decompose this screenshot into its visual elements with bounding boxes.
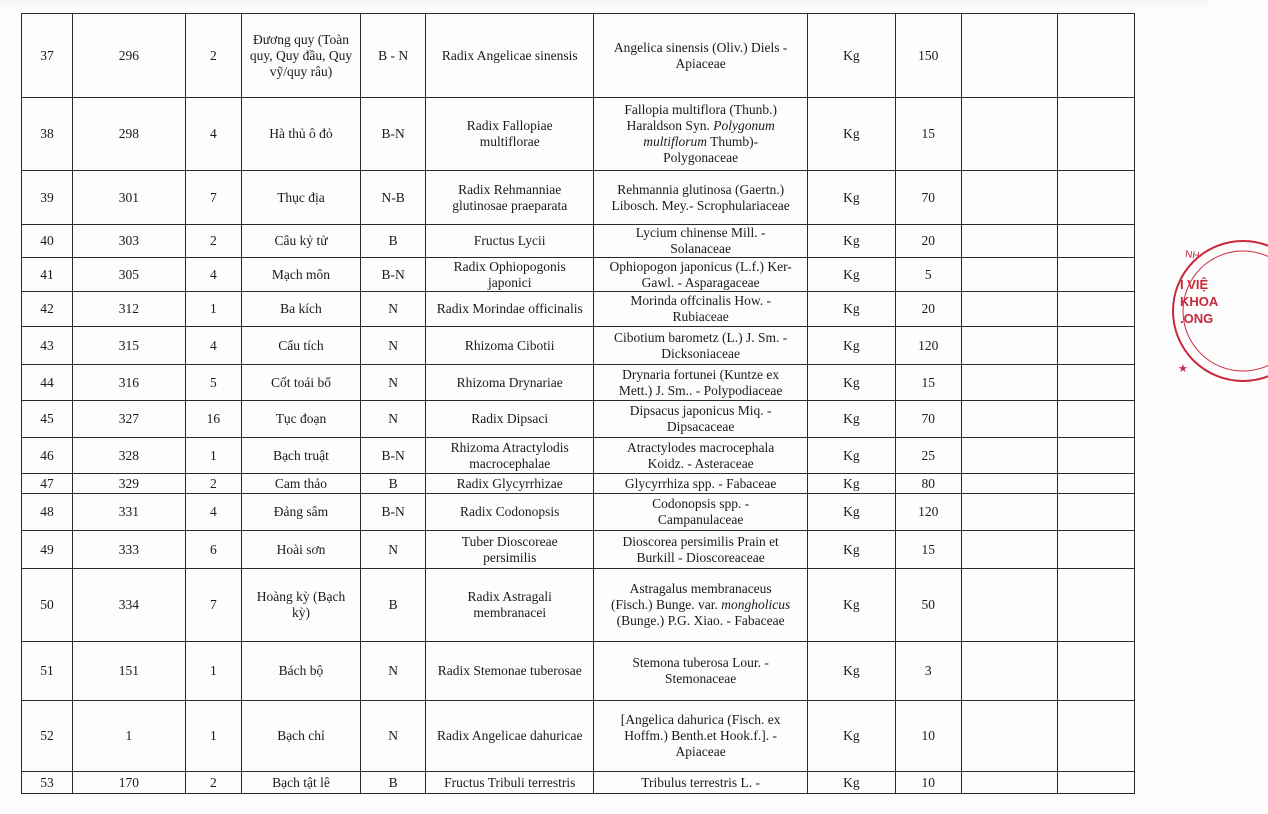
cell-herb-name-line: Bách bộ — [278, 663, 324, 678]
cell-herb-name-line: Bạch tật lê — [272, 774, 330, 790]
cell-source: B-N — [361, 258, 426, 292]
table-row — [22, 474, 1135, 494]
cell-herb-name-line: quy, Quy đầu, Quy — [249, 47, 353, 63]
cell-group: 1 — [185, 701, 241, 772]
cell-scientific-name-line: Dipsacus japonicus Miq. - — [629, 403, 772, 418]
cell-group: 4 — [185, 258, 241, 292]
cell-latin-name-line: japonici — [487, 274, 532, 290]
cell-herb-name — [241, 225, 360, 258]
cell-scientific-name-line: Apiaceae — [675, 55, 726, 71]
cell-scientific-name — [594, 701, 808, 772]
cell-herb-name — [241, 401, 360, 438]
cell-scientific-name-line: Gawl. - Asparagaceae — [641, 274, 760, 290]
cell-source: B - N — [361, 14, 426, 98]
cell-herb-name-line: Thục địa — [277, 189, 325, 205]
cell-source: B — [361, 772, 426, 794]
cell-empty — [1057, 701, 1134, 772]
herb-table — [21, 13, 1135, 794]
cell-latin-name-line: membranacei — [473, 605, 547, 620]
cell-unit: Kg — [808, 98, 896, 171]
cell-code: 170 — [72, 772, 185, 794]
cell-scientific-name-line: Cibotium barometz (L.) J. Sm. - — [614, 329, 788, 345]
cell-empty — [1057, 531, 1134, 569]
cell-herb-name — [241, 327, 360, 365]
cell-group: 7 — [185, 569, 241, 642]
table-row — [22, 225, 1135, 258]
cell-group: 1 — [185, 292, 241, 327]
cell-empty — [1057, 171, 1134, 225]
cell-empty — [1057, 494, 1134, 531]
cell-code: 329 — [72, 474, 185, 494]
cell-latin-name — [426, 569, 594, 642]
cell-source: N — [361, 327, 426, 365]
cell-source: B — [361, 569, 426, 642]
cell-latin-name-line: Radix Ophiopogonis — [453, 258, 566, 274]
table-row — [22, 98, 1135, 171]
table-row — [22, 438, 1135, 474]
cell-latin-name — [426, 171, 594, 225]
cell-quantity: 15 — [895, 365, 961, 401]
seal-line: .ONG — [1180, 311, 1214, 326]
cell-scientific-name-line: Polygonaceae — [663, 150, 739, 165]
cell-quantity: 15 — [895, 98, 961, 171]
cell-unit: Kg — [808, 258, 896, 292]
cell-quantity: 15 — [895, 531, 961, 569]
cell-herb-name-line: Tục đoạn — [275, 411, 327, 426]
cell-herb-name — [241, 642, 360, 701]
cell-scientific-name — [594, 474, 808, 494]
cell-latin-name-line: persimilis — [483, 549, 537, 565]
cell-unit: Kg — [808, 365, 896, 401]
cell-latin-name-line: Radix Angelicae dahuricae — [437, 728, 583, 743]
cell-latin-name-line: Radix Morindae officinalis — [436, 301, 583, 316]
cell-empty — [1057, 642, 1134, 701]
cell-unit: Kg — [808, 225, 896, 258]
cell-group: 5 — [185, 365, 241, 401]
cell-latin-name-line: Rhizoma Cibotii — [464, 337, 555, 353]
cell-code: 312 — [72, 292, 185, 327]
cell-empty — [961, 292, 1057, 327]
cell-unit: Kg — [808, 701, 896, 772]
cell-herb-name-line: Ba kích — [280, 301, 322, 316]
cell-latin-name — [426, 642, 594, 701]
cell-herb-name — [241, 292, 360, 327]
cell-scientific-name-line: Haraldson Syn. Polygonum — [626, 118, 775, 133]
cell-group: 4 — [185, 494, 241, 531]
cell-source: N — [361, 401, 426, 438]
cell-latin-name-line: Radix Stemonae tuberosae — [437, 663, 582, 678]
cell-source: B — [361, 474, 426, 494]
cell-scientific-name — [594, 772, 808, 794]
cell-herb-name — [241, 365, 360, 401]
cell-latin-name — [426, 494, 594, 531]
cell-latin-name — [426, 365, 594, 401]
cell-unit: Kg — [808, 438, 896, 474]
cell-source: N-B — [361, 171, 426, 225]
cell-scientific-name-line: Rehmannia glutinosa (Gaertn.) — [617, 181, 785, 197]
cell-latin-name-line: macrocephalae — [469, 455, 551, 471]
cell-scientific-name — [594, 14, 808, 98]
cell-empty — [961, 772, 1057, 794]
cell-scientific-name — [594, 171, 808, 225]
cell-scientific-name — [594, 438, 808, 474]
cell-unit: Kg — [808, 642, 896, 701]
cell-unit: Kg — [808, 474, 896, 494]
cell-latin-name-line: Radix Glycyrrhizae — [456, 475, 563, 491]
cell-scientific-name-line: Burkill - Dioscoreaceae — [636, 549, 765, 565]
cell-empty — [961, 438, 1057, 474]
cell-scientific-name — [594, 569, 808, 642]
cell-scientific-name-line: Atractylodes macrocephala — [626, 439, 775, 455]
cell-group: 4 — [185, 327, 241, 365]
cell-scientific-name — [594, 225, 808, 258]
cell-code: 331 — [72, 494, 185, 531]
cell-quantity: 150 — [895, 14, 961, 98]
cell-stt: 46 — [22, 438, 73, 474]
cell-quantity: 25 — [895, 438, 961, 474]
cell-stt: 40 — [22, 225, 73, 258]
cell-group: 2 — [185, 225, 241, 258]
cell-herb-name-line: Mạch môn — [271, 266, 331, 282]
cell-scientific-name-line: Tribulus terrestris L. - — [641, 774, 761, 790]
cell-latin-name — [426, 401, 594, 438]
cell-stt: 38 — [22, 98, 73, 171]
cell-empty — [1057, 225, 1134, 258]
cell-scientific-name-line: Hoffm.) Benth.et Hook.f.]. - — [624, 728, 777, 743]
cell-unit: Kg — [808, 401, 896, 438]
table-row — [22, 642, 1135, 701]
table-row — [22, 365, 1135, 401]
cell-herb-name-line: Hà thủ ô đỏ — [269, 126, 333, 141]
cell-herb-name-line: Bạch chỉ — [277, 728, 325, 743]
cell-latin-name-line: Radix Rehmanniae — [458, 181, 562, 197]
table-row — [22, 531, 1135, 569]
cell-scientific-name-line: Angelica sinensis (Oliv.) Diels - — [613, 39, 788, 55]
cell-scientific-name-line: Ophiopogon japonicus (L.f.) Ker- — [609, 258, 792, 274]
cell-scientific-name-line: Apiaceae — [675, 744, 726, 759]
cell-latin-name — [426, 14, 594, 98]
cell-herb-name-line: Cam thảo — [274, 475, 328, 491]
cell-latin-name-line: Radix Dipsaci — [471, 411, 549, 426]
table-row — [22, 494, 1135, 531]
cell-quantity: 10 — [895, 701, 961, 772]
cell-latin-name — [426, 531, 594, 569]
cell-latin-name-line: Rhizoma Atractylodis — [450, 439, 569, 455]
cell-unit: Kg — [808, 772, 896, 794]
cell-empty — [1057, 569, 1134, 642]
cell-empty — [961, 327, 1057, 365]
table-row — [22, 14, 1135, 98]
cell-scientific-name-line: Rubiaceae — [672, 309, 729, 324]
cell-quantity: 20 — [895, 292, 961, 327]
cell-quantity: 80 — [895, 474, 961, 494]
cell-scientific-name — [594, 401, 808, 438]
cell-code: 305 — [72, 258, 185, 292]
cell-source: N — [361, 292, 426, 327]
cell-group: 1 — [185, 438, 241, 474]
cell-source: N — [361, 365, 426, 401]
cell-group: 2 — [185, 772, 241, 794]
cell-herb-name-line: vỹ/quy râu) — [269, 63, 333, 79]
cell-scientific-name — [594, 494, 808, 531]
cell-scientific-name-line: Stemona tuberosa Lour. - — [632, 655, 769, 670]
cell-group: 2 — [185, 474, 241, 494]
cell-unit: Kg — [808, 171, 896, 225]
seal-star-icon: ★ — [1178, 363, 1188, 375]
cell-empty — [961, 701, 1057, 772]
cell-scientific-name-line: Lycium chinense Mill. - — [635, 225, 766, 240]
cell-scientific-name-line: Campanulaceae — [657, 512, 744, 527]
cell-quantity: 70 — [895, 171, 961, 225]
cell-quantity: 120 — [895, 327, 961, 365]
cell-empty — [1057, 14, 1134, 98]
cell-herb-name — [241, 474, 360, 494]
cell-empty — [1057, 401, 1134, 438]
cell-stt: 42 — [22, 292, 73, 327]
cell-unit: Kg — [808, 292, 896, 327]
cell-empty — [961, 401, 1057, 438]
cell-scientific-name-line: Koidz. - Asteraceae — [647, 455, 754, 471]
cell-empty — [961, 14, 1057, 98]
cell-scientific-name-line: Stemonaceae — [665, 671, 737, 686]
cell-scientific-name — [594, 365, 808, 401]
cell-empty — [961, 531, 1057, 569]
cell-scientific-name-line: Codonopsis spp. - — [652, 496, 750, 511]
cell-herb-name-line: Hoàng kỳ (Bạch — [256, 589, 346, 604]
cell-latin-name-line: Radix Astragali — [467, 589, 552, 604]
cell-quantity: 120 — [895, 494, 961, 531]
cell-herb-name — [241, 14, 360, 98]
cell-source: B-N — [361, 98, 426, 171]
cell-herb-name — [241, 701, 360, 772]
table-row — [22, 569, 1135, 642]
cell-source: N — [361, 701, 426, 772]
cell-empty — [1057, 438, 1134, 474]
cell-latin-name — [426, 292, 594, 327]
cell-source: B-N — [361, 494, 426, 531]
cell-empty — [1057, 772, 1134, 794]
cell-group: 16 — [185, 401, 241, 438]
cell-empty — [961, 474, 1057, 494]
cell-herb-name-line: Hoài sơn — [276, 541, 326, 557]
cell-group: 6 — [185, 531, 241, 569]
cell-unit: Kg — [808, 531, 896, 569]
cell-stt: 51 — [22, 642, 73, 701]
table-row — [22, 171, 1135, 225]
cell-empty — [961, 258, 1057, 292]
cell-quantity: 10 — [895, 772, 961, 794]
cell-latin-name-line: glutinosae praeparata — [452, 197, 568, 213]
cell-code: 151 — [72, 642, 185, 701]
cell-herb-name — [241, 258, 360, 292]
cell-empty — [961, 98, 1057, 171]
cell-scientific-name-line: [Angelica dahurica (Fisch. ex — [620, 712, 781, 727]
cell-code: 316 — [72, 365, 185, 401]
cell-stt: 43 — [22, 327, 73, 365]
cell-code: 334 — [72, 569, 185, 642]
cell-latin-name-line: Radix Codonopsis — [460, 504, 560, 519]
cell-stt: 44 — [22, 365, 73, 401]
cell-group: 1 — [185, 642, 241, 701]
cell-group: 2 — [185, 14, 241, 98]
cell-herb-name-line: kỳ) — [291, 605, 310, 620]
table-row — [22, 258, 1135, 292]
cell-source: N — [361, 531, 426, 569]
cell-stt: 41 — [22, 258, 73, 292]
cell-stt: 39 — [22, 171, 73, 225]
cell-source: B — [361, 225, 426, 258]
table-row — [22, 401, 1135, 438]
cell-code: 303 — [72, 225, 185, 258]
cell-empty — [961, 569, 1057, 642]
cell-code: 1 — [72, 701, 185, 772]
cell-empty — [961, 642, 1057, 701]
cell-quantity: 5 — [895, 258, 961, 292]
cell-scientific-name-line: Fallopia multiflora (Thunb.) — [624, 102, 777, 117]
cell-herb-name — [241, 438, 360, 474]
seal-line: I VIỆ — [1180, 277, 1209, 292]
table-row — [22, 327, 1135, 365]
cell-stt: 50 — [22, 569, 73, 642]
cell-latin-name-line: Radix Fallopiae — [466, 118, 553, 133]
cell-stt: 47 — [22, 474, 73, 494]
seal-line: KHOA — [1180, 294, 1219, 309]
cell-code: 328 — [72, 438, 185, 474]
seal-top-text: NH — [1184, 249, 1201, 262]
cell-scientific-name-line: Dipsacaceae — [666, 419, 735, 434]
cell-quantity: 3 — [895, 642, 961, 701]
cell-latin-name — [426, 327, 594, 365]
cell-quantity: 20 — [895, 225, 961, 258]
cell-herb-name — [241, 569, 360, 642]
cell-quantity: 70 — [895, 401, 961, 438]
cell-unit: Kg — [808, 569, 896, 642]
cell-empty — [961, 365, 1057, 401]
cell-code: 298 — [72, 98, 185, 171]
cell-latin-name-line: Fructus Lycii — [473, 233, 546, 248]
cell-latin-name — [426, 225, 594, 258]
cell-scientific-name-line: Libosch. Mey.- Scrophulariaceae — [611, 197, 790, 213]
cell-stt: 53 — [22, 772, 73, 794]
cell-latin-name-line: Fructus Tribuli terrestris — [444, 774, 576, 790]
cell-herb-name-line: Câu kỷ tử — [274, 233, 328, 248]
cell-code: 301 — [72, 171, 185, 225]
cell-herb-name-line: Bạch truật — [273, 447, 329, 463]
cell-empty — [1057, 327, 1134, 365]
cell-empty — [1057, 98, 1134, 171]
cell-latin-name — [426, 772, 594, 794]
cell-source: N — [361, 642, 426, 701]
cell-herb-name — [241, 772, 360, 794]
table-row — [22, 701, 1135, 772]
cell-empty — [961, 494, 1057, 531]
cell-latin-name-line: Tuber Dioscoreae — [461, 533, 558, 549]
cell-scientific-name-line: Dioscorea persimilis Prain et — [622, 533, 779, 549]
cell-latin-name — [426, 438, 594, 474]
cell-code: 333 — [72, 531, 185, 569]
cell-scientific-name-line: (Bunge.) P.G. Xiao. - Fabaceae — [616, 613, 785, 628]
cell-source: B-N — [361, 438, 426, 474]
cell-group: 4 — [185, 98, 241, 171]
cell-scientific-name-line: (Fisch.) Bunge. var. mongholicus — [611, 597, 791, 612]
cell-latin-name-line: Radix Angelicae sinensis — [441, 47, 578, 63]
cell-herb-name-line: Đảng sâm — [273, 504, 329, 519]
cell-scientific-name — [594, 642, 808, 701]
cell-latin-name-line: multiflorae — [479, 134, 540, 149]
cell-unit: Kg — [808, 14, 896, 98]
cell-quantity: 50 — [895, 569, 961, 642]
cell-scientific-name-line: Solanaceae — [670, 241, 731, 256]
cell-scientific-name-line: Dicksoniaceae — [661, 345, 740, 361]
cell-scientific-name — [594, 292, 808, 327]
cell-empty — [1057, 258, 1134, 292]
cell-stt: 45 — [22, 401, 73, 438]
herb-table-body — [22, 14, 1135, 794]
cell-group: 7 — [185, 171, 241, 225]
cell-empty — [961, 225, 1057, 258]
cell-scientific-name — [594, 531, 808, 569]
cell-unit: Kg — [808, 494, 896, 531]
cell-code: 315 — [72, 327, 185, 365]
cell-empty — [1057, 365, 1134, 401]
cell-latin-name — [426, 98, 594, 171]
cell-scientific-name — [594, 327, 808, 365]
cell-herb-name — [241, 98, 360, 171]
cell-empty — [1057, 292, 1134, 327]
cell-scientific-name-line: Astragalus membranaceus — [629, 581, 772, 596]
cell-scientific-name-line: Drynaria fortunei (Kuntze ex — [622, 366, 780, 382]
cell-herb-name-line: Cẩu tích — [278, 337, 324, 353]
cell-herb-name — [241, 531, 360, 569]
cell-scientific-name — [594, 258, 808, 292]
cell-herb-name — [241, 171, 360, 225]
cell-herb-name — [241, 494, 360, 531]
cell-unit: Kg — [808, 327, 896, 365]
cell-scientific-name-line: Glycyrrhiza spp. - Fabaceae — [624, 475, 777, 491]
cell-scientific-name-line: multiflorum Thumb)- — [643, 134, 759, 149]
cell-latin-name — [426, 701, 594, 772]
cell-herb-name-line: Cốt toái bổ — [270, 374, 331, 390]
cell-code: 296 — [72, 14, 185, 98]
cell-stt: 48 — [22, 494, 73, 531]
table-row — [22, 772, 1135, 794]
cell-latin-name-line: Rhizoma Drynariae — [456, 374, 563, 390]
cell-latin-name — [426, 258, 594, 292]
cell-code: 327 — [72, 401, 185, 438]
cell-stt: 52 — [22, 701, 73, 772]
seal-text — [1180, 276, 1218, 327]
cell-stt: 37 — [22, 14, 73, 98]
cell-empty — [1057, 474, 1134, 494]
cell-herb-name-line: Đương quy (Toàn — [252, 31, 349, 47]
cell-scientific-name-line: Mett.) J. Sm.. - Polypodiaceae — [618, 382, 783, 398]
table-row — [22, 292, 1135, 327]
cell-latin-name — [426, 474, 594, 494]
cell-stt: 49 — [22, 531, 73, 569]
cell-empty — [961, 171, 1057, 225]
cell-scientific-name — [594, 98, 808, 171]
cell-scientific-name-line: Morinda offcinalis How. - — [630, 293, 771, 308]
